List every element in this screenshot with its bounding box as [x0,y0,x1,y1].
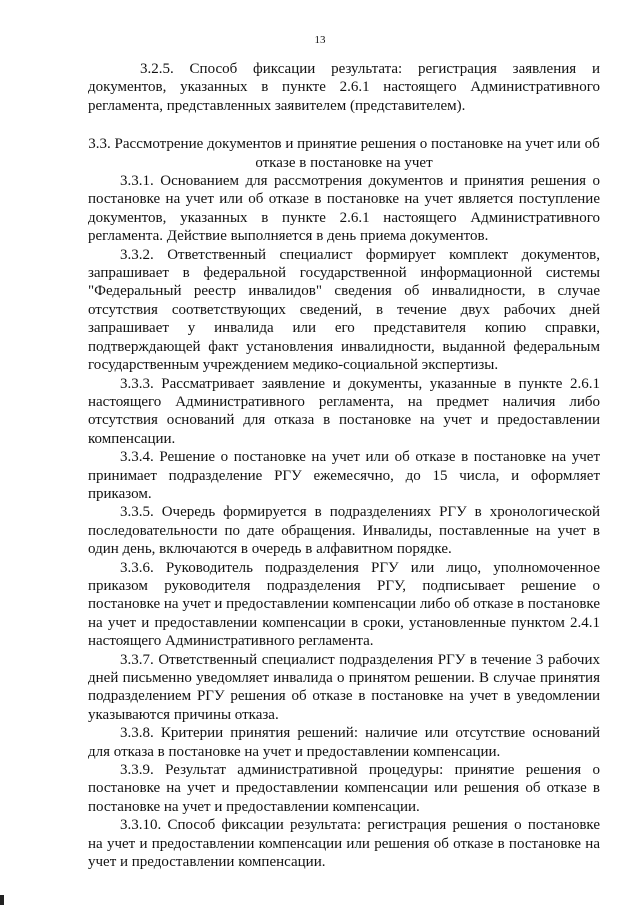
paragraph-3-3-7: 3.3.7. Ответственный специалист подразделения РГУ в течение 3 рабочих дней письменно уведомляет инвалида о принятом решении. В случае принятия подразделением РГУ решения об отказе в постановке на учет в уведомлении указываются причины отказа. [88,651,600,723]
page-number: 13 [314,34,326,46]
paragraph-3-3-5: 3.3.5. Очередь формируется в подразделениях РГУ в хронологической последовательности по дате обращения. Инвалиды, поставленные на учет в один день, включаются в очередь в алфавитном порядке. [88,504,600,558]
section-heading: 3.3. Рассмотрение документов и принятие решения о постановке на учет или об отказе в постановке на учет [88,136,600,171]
paragraph-3-2-5: 3.2.5. Способ фиксации результата: регистрация заявления и документов, указанных в пункте 2.6.1 настоящего Административного регламента, представленных заявителем (представителем). [88,61,600,114]
paragraph-3-3-8: 3.3.8. Критерии принятия решений: наличие или отсутствие оснований для отказа в постановке на учет и предоставлении компенсации. [88,725,600,760]
paragraph-3-3-10: 3.3.10. Способ фиксации результата: регистрация решения о постановке на учет и предоставлении компенсации или решения об отказе в постановке на учет и предоставлении компенсации. [88,817,600,871]
paragraph-3-3-3: 3.3.3. Рассматривает заявление и документы, указанные в пункте 2.6.1 настоящего Административного регламента, на предмет наличия либо отсутствия оснований для отказа в постановке на учет и предоставлении компенсации. [88,375,600,447]
scan-edge-mark [0,895,4,905]
paragraph-3-3-2: 3.3.2. Ответственный специалист формирует комплект документов, запрашивает в федеральной государственной информационной системы "Федеральный реестр инвалидов" сведения об инвалидности, в случае отсутствия соответствующих сведений, в течение двух рабочих дней запрашивает у инвалида или его представителя копию справки, подтверждающей факт установления инвалидности, выданной федеральным государственным учреждением медико-социальной экспертизы. [88,246,600,374]
paragraph-3-3-4: 3.3.4. Решение о постановке на учет или об отказе в постановке на учет принимает подразделение РГУ ежемесячно, до 15 числа, и оформляет приказом. [88,449,600,502]
document-body [88,60,600,871]
paragraph-3-3-6: 3.3.6. Руководитель подразделения РГУ или лицо, уполномоченное приказом руководителя подразделения РГУ, подписывает решение о постановке на учет и предоставлении компенсации либо об отказе в постановке на учет и предоставлении компенсации в сроки, установленные пунктом 2.4.1 настоящего Административного регламента. [88,559,600,650]
paragraph-3-3-9: 3.3.9. Результат административной процедуры: принятие решения о постановке на учет и предоставлении компенсации или решения об отказе в постановке на учет и предоставлении компенсации. [88,762,600,815]
paragraph-3-3-1: 3.3.1. Основанием для рассмотрения документов и принятия решения о постановке на учет или об отказе в постановке на учет является поступление документов, указанных в пункте 2.6.1 настоящего Административного регламента. Действие выполняется в день приема документов. [88,173,600,245]
